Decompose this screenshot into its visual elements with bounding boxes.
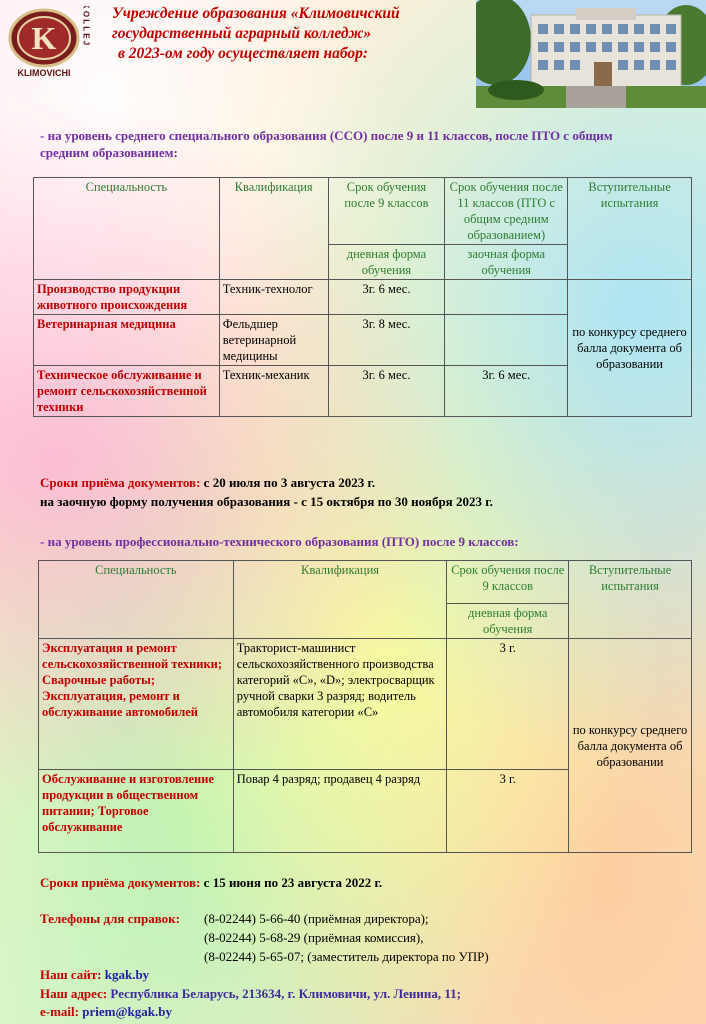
qualification-cell: Тракторист-машинист сельскохозяйственного производства категорий «С», «D»; электросварщик ручной сварки 3 разряд; водитель автомобиля категории «С» xyxy=(233,639,447,770)
header-line-3: в 2023-ом году осуществляет набор: xyxy=(118,45,369,62)
address-label: Наш адрес: xyxy=(40,986,108,1001)
header-day-form: дневная форма обучения xyxy=(447,604,569,639)
term11-cell xyxy=(445,280,568,315)
qualification-cell: Техник-механик xyxy=(219,366,328,417)
section1-deadline xyxy=(40,474,375,491)
logo-caption: KLIMOVICHI xyxy=(17,68,71,78)
qualification-cell: Техник-технолог xyxy=(219,280,328,315)
specialty-cell: Ветеринарная медицина xyxy=(34,315,220,366)
phones-label: Телефоны для справок: xyxy=(40,911,180,926)
header-title xyxy=(112,4,442,64)
deadline-label: Сроки приёма документов: xyxy=(40,475,201,490)
header-term9: Срок обучения после 9 классов xyxy=(328,178,445,245)
email-line xyxy=(40,1003,172,1020)
qualification-cell: Повар 4 разряд; продавец 4 разряд xyxy=(233,770,447,853)
section2-title: - на уровень профессионально-технического образования (ПТО) после 9 классов: xyxy=(40,534,519,549)
section2-table xyxy=(38,560,692,853)
table-header-row xyxy=(34,178,692,245)
header-qualification: Квалификация xyxy=(219,178,328,280)
header-extramural-form: заочная форма обучения xyxy=(445,245,568,280)
site-link[interactable]: kgak.by xyxy=(101,967,150,982)
phone-2: (8-02244) 5-68-29 (приёмная комиссия), xyxy=(204,930,424,945)
term9-cell: 3г. 8 мес. xyxy=(328,315,445,366)
header-line-2: государственный аграрный колледж» xyxy=(112,25,372,42)
header-day-form: дневная форма обучения xyxy=(328,245,445,280)
specialty-cell: Техническое обслуживание и ремонт сельскохозяйственной техники xyxy=(34,366,220,417)
term11-cell xyxy=(445,315,568,366)
phone-3: (8-02244) 5-65-07; (заместитель директора по УПР) xyxy=(204,949,489,964)
header-term9: Срок обучения после 9 классов xyxy=(447,561,569,604)
phones-block xyxy=(40,910,429,927)
section2-deadline xyxy=(40,874,382,891)
table-header-row xyxy=(39,561,692,604)
specialty-cell: Производство продукции животного происхождения xyxy=(34,280,220,315)
term9-cell: 3 г. xyxy=(447,639,569,770)
header-line-1: Учреждение образования «Климовичский xyxy=(112,5,400,22)
site-line xyxy=(40,966,149,983)
deadline-value: с 20 июля по 3 августа 2023 г. xyxy=(200,475,376,490)
header-exams: Вступительные испытания xyxy=(569,561,692,639)
college-logo xyxy=(4,6,96,78)
logo-side-text: K O L L E J xyxy=(81,6,91,46)
exams-cell: по конкурсу среднего балла документа об образовании xyxy=(568,280,692,417)
site-label: Наш сайт: xyxy=(40,967,102,982)
address-value: Республика Беларусь, 213634, г. Климовичи, ул. Ленина, 11; xyxy=(107,986,461,1001)
email-label: e-mail: xyxy=(40,1004,79,1019)
header-specialty: Специальность xyxy=(39,561,234,639)
college-building-photo xyxy=(476,0,706,108)
deadline-label: Сроки приёма документов: xyxy=(40,875,201,890)
logo-letter: K xyxy=(31,20,57,56)
table-row xyxy=(39,639,692,770)
term9-cell: 3 г. xyxy=(447,770,569,853)
header-qualification: Квалификация xyxy=(233,561,447,639)
qualification-cell: Фельдшер ветеринарной медицины xyxy=(219,315,328,366)
header-exams: Вступительные испытания xyxy=(568,178,692,280)
header-specialty: Специальность xyxy=(34,178,220,280)
exams-cell: по конкурсу среднего балла документа об образовании xyxy=(569,639,692,853)
phone-1: (8-02244) 5-66-40 (приёмная директора); xyxy=(204,911,429,926)
term9-cell: 3г. 6 мес. xyxy=(328,280,445,315)
specialty-cell: Обслуживание и изготовление продукции в общественном питании; Торговое обслуживание xyxy=(39,770,234,853)
term9-cell: 3г. 6 мес. xyxy=(328,366,445,417)
header-term11: Срок обучения после 11 классов (ПТО с общим средним образованием) xyxy=(445,178,568,245)
term11-cell: 3г. 6 мес. xyxy=(445,366,568,417)
section1-table xyxy=(33,177,692,417)
section1-title: - на уровень среднего специального образования (ССО) после 9 и 11 классов, после ПТО с общим средним образованием: xyxy=(40,128,613,160)
table-row xyxy=(34,280,692,315)
deadline-value: с 15 июня по 23 августа 2022 г. xyxy=(200,875,383,890)
address-line xyxy=(40,985,461,1002)
specialty-cell: Эксплуатация и ремонт сельскохозяйственной техники; Сварочные работы; Эксплуатация, ремонт и обслуживание автомобилей xyxy=(39,639,234,770)
email-link[interactable]: priem@kgak.by xyxy=(78,1004,172,1019)
section1-extramural-note: на заочную форму получения образования - с 15 октября по 30 ноября 2023 г. xyxy=(40,494,493,509)
